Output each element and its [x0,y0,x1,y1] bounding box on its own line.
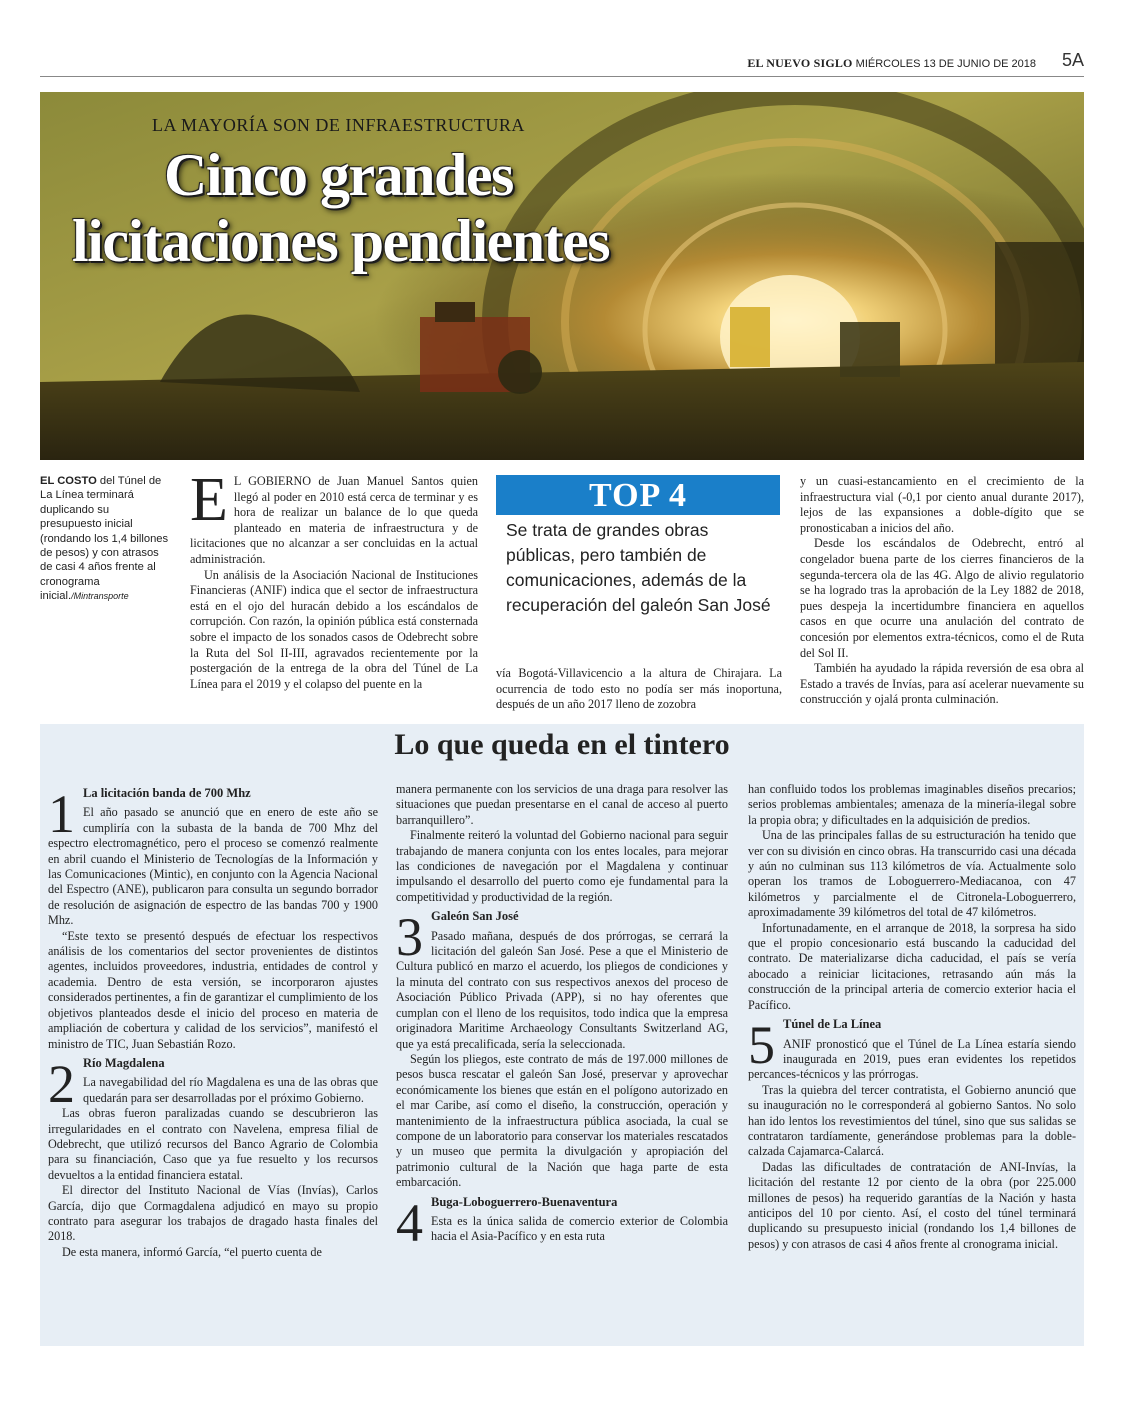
item-paragraph: “Este texto se presentó después de efectuar los respectivos análisis de los comentarios del sector provenientes de distintos agentes, incluidos proveedores, industria, entidades de control y academia. Dentro de esta versión, se incorporaron ajustes considerados pertinentes, a fin de garantizar el cumplimiento de los objetivos planteados desde el inicio del proceso en materia de ampliación de cobertura y calidad de los servicios”, manifestó el ministro de TIC, Juan Sebastián Rozo. [48,928,378,1051]
kicker: LA MAYORÍA SON DE INFRAESTRUCTURA [152,115,525,135]
article-column-3 [800,474,1084,708]
item-paragraph: El año pasado se anunció que en enero de este año se cumpliría con la subasta de la banda de 700 Mhz del espectro electromagnético, pero el proceso se comenzó realmente en abril cuando el Ministerio de Tecnologías de la Información y las Comunicaciones (Mintic), en conjunto con la Agencia Nacional del Espectro (ANE), publicaron para consulta un segundo borrador de resolución de asignación de espectro de las bandas 700 y 1900 Mhz. [48,805,378,928]
item-paragraph: Infortunadamente, en el arranque de 2018, la sorpresa ha sido que el propio concesionario está buscando la caducidad del contrato. De materializarse dicha caducidad, el país se vería abocado a reiniciar licitaciones, retrasando aún más la construcción de la principal arteria de comercio exterior hacia el Pacífico. [748,920,1076,1012]
item-1 [48,786,378,1052]
item-heading: La licitación banda de 700 Mhz [83,786,251,800]
item-heading: Buga-Loboguerrero-Buenaventura [431,1194,618,1209]
item-paragraph: Finalmente reiteró la voluntad del Gobierno nacional para seguir trabajando de manera conjunta con los entes locales, para mejorar las condiciones de navegación por el Magdalena y continuar impulsando el desarrollo del puerto como eje fundamental para la competitividad y productividad de la región. [396,828,728,904]
item-heading: Galeón San José [431,909,519,924]
issue-date: MIÉRCOLES 13 DE JUNIO DE 2018 [855,58,1036,70]
masthead-text [747,56,1036,71]
article-paragraph: y un cuasi-estancamiento en el crecimiento de la infraestructura vial (-0,1 por ciento anual durante 2017), lejos de las expansiones a doble-dígito que se pronosticaban a inicios del año. [800,474,1084,535]
photo-credit: /Mintransporte [71,591,129,602]
item-heading: Río Magdalena [83,1055,165,1070]
caption-lead: EL COSTO [40,475,97,487]
item-paragraph: Una de las principales fallas de su estructuración ha tenido que ver con su división en cinco obras. Ha transcurrido casi una década y aún no culminan sus 113 kilómetros de vía. Actualmente solo operan los tramos de Loboguerrero-Mediacanoa, con 47 kilómetros y parcialmente el de Citronela-Loboguerrero, aproximadamente 39 kilómetros del total de 47 kilómetros. [748,828,1076,920]
caption-text: del Túnel de La Línea terminará duplicando su presupuesto inicial (rondando los 1,4 billones de pesos) y con atrasos de casi 4 años frente al cronograma inicial. [40,475,169,603]
article-column-2 [496,666,782,713]
article-paragraph: Desde los escándalos de Odebrecht, entró al congelador buena parte de los cierres financieros de la segunda-tercera ola de las 4G. Algo de alivio regulatorio se ha logrado tras la aprobación de la Ley 1882 de 2018, pues despeja la incertidumbre financiera en aquellos casos en que ocurre una anulación del contrato de concesión por elementos extra-técnicos, como el de Ruta del Sol II. [800,536,1084,660]
drop-cap: E [190,466,228,534]
item-3 [396,909,728,1190]
masthead [40,50,1084,77]
item-number: 2 [48,1053,75,1114]
item-2 [48,1053,378,1260]
article-column-1 [190,466,478,692]
item-heading: Túnel de La Línea [783,1017,882,1032]
item-paragraph: Según los pliegos, este contrato de más de 197.000 millones de pesos busca rescatar el galeón San José, preservar y aprovechar económicamente los bienes que están en el polígono autorizado en el mar Caribe, así como el diseño, la construcción, operación y mantenimiento de la infraestructura pública asociada, la cual se compone de un laboratorio para conservar los materiales rescatados y un museo que permita la divulgación y apropiación del patrimonio cultural de la Nación que haga parte de esta embarcación. [396,1051,728,1190]
headline-line-2: licitaciones pendientes [72,208,610,274]
paper-name: EL NUEVO SIGLO [747,56,853,70]
top4-text: Se trata de grandes obras públicas, pero también de comunicaciones, además de la recuperación del galeón San José [506,520,771,615]
top4-title: TOP 4 [496,475,780,515]
article-paragraph: También ha ayudado la rápida reversión de esa obra al Estado a través de Invías, para así acelerar nuevamente su construcción y ojalá pronta culminación. [800,661,1084,707]
item-paragraph: Las obras fueron paralizadas cuando se descubrieron las irregularidades en el contrato con Navelena, empresa filial de Odebrecht, que utilizó recursos del Banco Agrario de Colombia para su financiación, Caso que ya fue resuelto y los recursos devueltos a la entidad financiera estatal. [48,1106,378,1182]
headline-line-1: Cinco grandes [164,142,513,208]
section-title: Lo que queda en el tintero [394,728,730,761]
item-number: 4 [396,1192,423,1253]
headline [72,142,692,274]
tintero-column-2 [396,782,728,1253]
item-paragraph: El director del Instituto Nacional de Vías (Invías), Carlos García, dijo que Cormagdalena adjudicó en mayo su propio contrato para asegurar los trabajos de dragado hasta finales del 2018. [48,1183,378,1244]
tintero-column-3 [748,782,1076,1256]
item-number: 5 [748,1015,775,1076]
item-4 [396,1192,728,1253]
article-paragraph: Un análisis de la Asociación Nacional de Instituciones Financieras (ANIF) indica que el sector de infraestructura está en el ojo del huracán debido a los escándalos de corrupción. Con razón, la opinión pública está consternada sobre el impacto de los sonados casos de Odebrecht sobre la Ruta del Sol II-III, agravados recientemente por la postergación de la entrega de la obra del Túnel de La Línea para el 2019 y el colapso del puente en la [190,567,478,691]
item-5 [748,1017,1076,1252]
article-paragraph: L GOBIERNO de Juan Manuel Santos quien llegó al poder en 2010 está cerca de terminar y es hora de realizar un balance de lo que queda planteado en materia de infraestructura y de licitaciones que no alcanzar a ser concluidas en la actual administración. [190,474,478,566]
item-paragraph: Tras la quiebra del tercer contratista, el Gobierno anunció que su inauguración no le corresponderá al gobierno Santos. No solo han ido lentos los revestimientos del túnel, sino que sus salidas se contrataron tardíamente, generándose problemas para la doble-calzada Cajamarca-Calarcá. [748,1082,1076,1159]
page-number: 5A [1061,50,1084,70]
item-number: 1 [48,784,75,844]
item-4-continued [748,782,1076,1013]
tintero-column-1 [48,786,378,1264]
item-2-continued [396,782,728,905]
item-paragraph: ANIF pronosticó que el Túnel de La Línea estaría siendo inaugurada en 2019, pues eran evidentes los repetidos percances-técnicos y las prórrogas. [748,1036,1076,1082]
item-number: 3 [396,907,423,968]
item-paragraph: Esta es la única salida de comercio exterior de Colombia hacia el Asia-Pacífico y en esta ruta [431,1213,728,1244]
article-paragraph: vía Bogotá-Villavicencio a la altura de Chirajara. La ocurrencia de todo esto no podía ser más inoportuna, después de un año 2017 lleno de zozobra [496,666,782,712]
item-paragraph: Dadas las dificultades de contratación de ANI-Invías, la licitación del restante 12 por ciento de la obra (por 225.000 millones de pesos) ha requerido garantías de la Nación y hasta anticipos del 10 por ciento. Así, el costo del túnel terminará duplicando su presupuesto inicial (rondando los 1,4 billones de pesos) y con atrasos de casi 4 años frente al cronograma inicial. [748,1159,1076,1251]
item-paragraph: manera permanente con los servicios de una draga para resolver las situaciones que puedan presentarse en el canal de acceso al puerto barranquillero”. [396,782,728,827]
photo-caption [40,474,170,604]
item-paragraph: Pasado mañana, después de dos prórrogas, se cerrará la licitación del galeón San José. Pese a que el Ministerio de Cultura publicó en marzo el acuerdo, los pliegos de condiciones y la minuta del contrato con sus respectivos anexos del proceso de Asociación Público Privada (APP), si no hay oferentes que cumplan con el lleno de los requisitos, todo indica que la empresa originadora Maritime Archaeology Consultants Switzerland AG, que ya está precalificada, sería la seleccionada. [396,928,728,1051]
item-paragraph: La navegabilidad del río Magdalena es una de las obras que quedarán para ser desarrolladas por el próximo Gobierno. [83,1075,378,1105]
item-paragraph: De esta manera, informó García, “el puerto cuenta de [62,1244,322,1259]
item-paragraph: han confluido todos los problemas imaginables diseños precarios; serios problemas ambientales; amenaza de la minería-ilegal sobre la propia obra; y dificultades en la adquisición de predios. [748,782,1076,827]
